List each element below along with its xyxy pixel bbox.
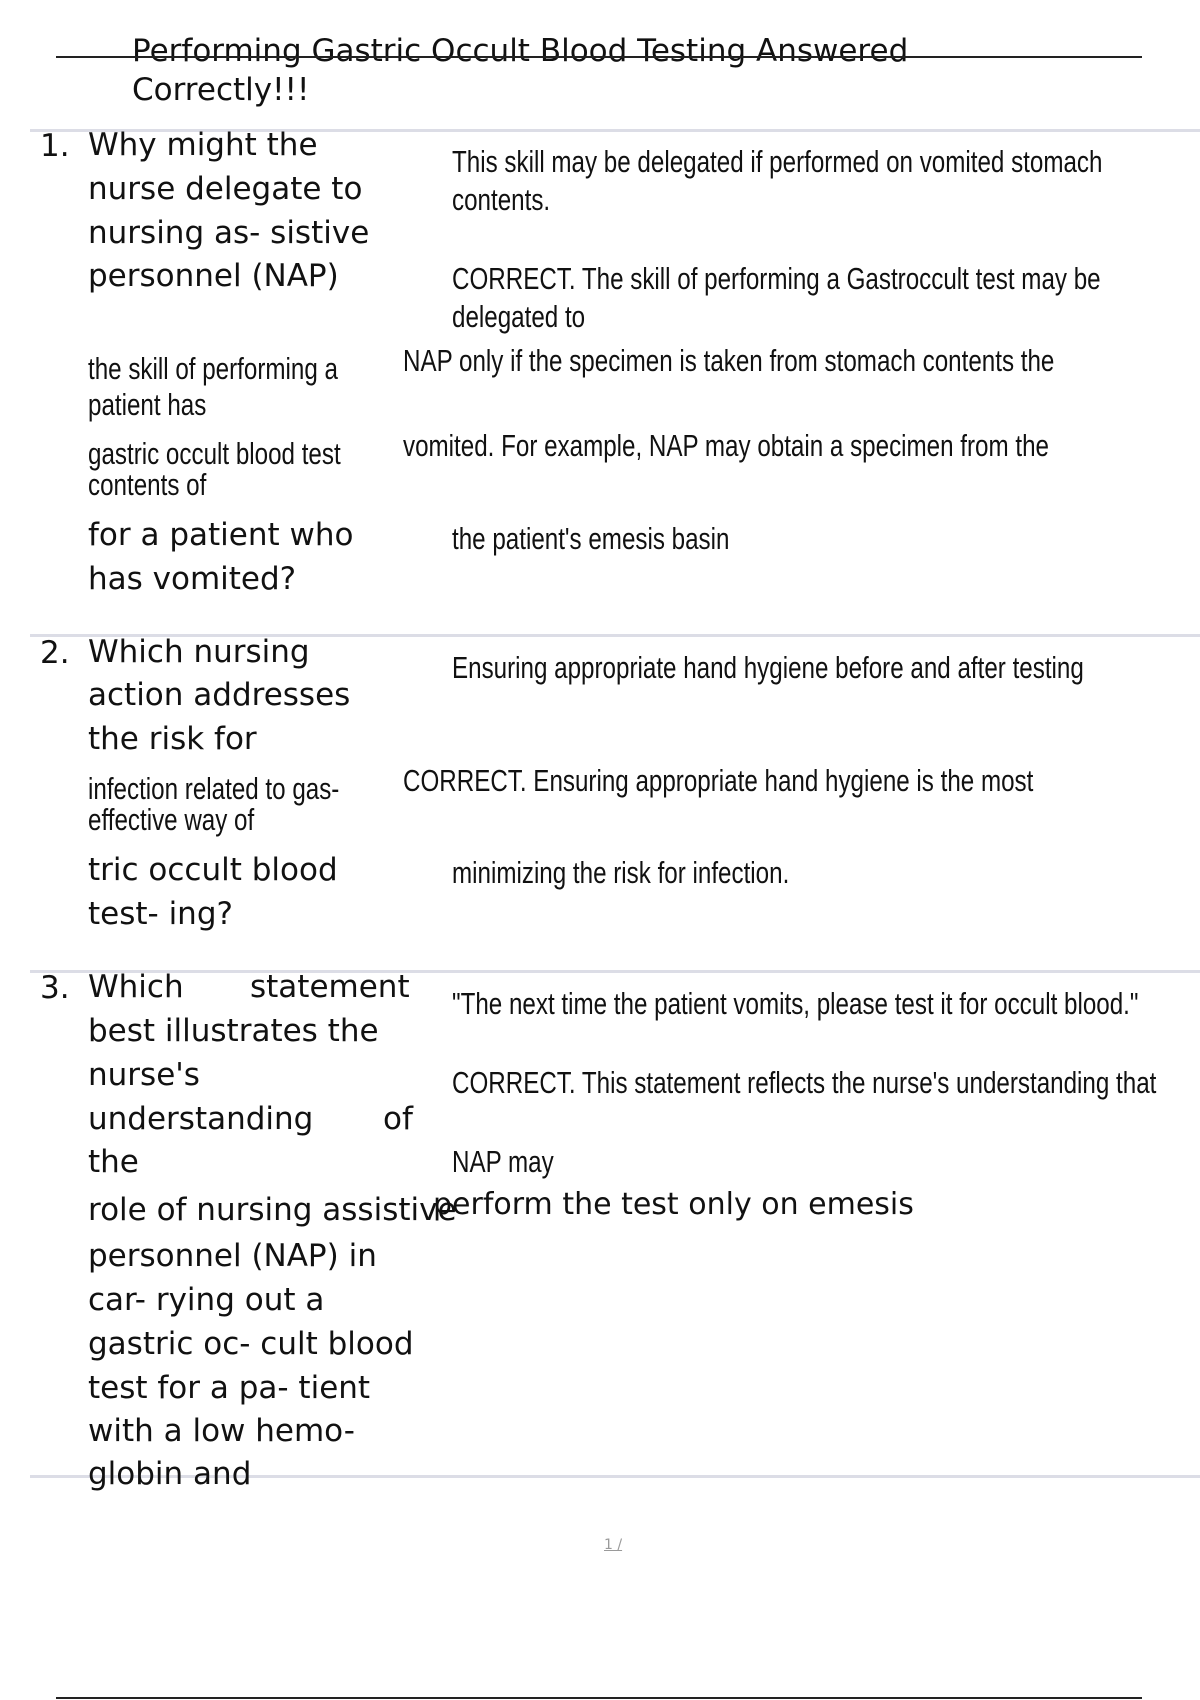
- title-line-2: Correctly!!!: [132, 72, 310, 108]
- question-text-line: action addresses: [88, 677, 351, 713]
- question-text-line: role of nursing assistive: [88, 1192, 457, 1228]
- question-text-line: effective way of: [88, 802, 255, 837]
- answer-text-line: CORRECT. The skill of performing a Gastroccult test may be: [452, 261, 1101, 296]
- document-title: [132, 32, 908, 110]
- question-text-line: the risk for: [88, 721, 257, 757]
- question-text-line: nurse's: [88, 1057, 200, 1093]
- question-text-line: patient has: [88, 387, 207, 422]
- question-text-line: the: [88, 1144, 139, 1180]
- footer-rule: [56, 1697, 1142, 1699]
- answer-text-line: perform the test only on emesis: [433, 1187, 914, 1222]
- question-text-line: personnel (NAP) in: [88, 1238, 377, 1274]
- title-line-1: Performing Gastric Occult Blood Testing Answered: [132, 33, 909, 69]
- answer-text-line: CORRECT. Ensuring appropriate hand hygiene is the most: [403, 763, 1034, 798]
- question-text-line: infection related to gas-: [88, 771, 340, 806]
- answer-text-line: Ensuring appropriate hand hygiene before and after testing: [452, 650, 1084, 685]
- question-text-line: for a patient who: [88, 517, 354, 553]
- question-text-line: test for a pa- tient: [88, 1370, 371, 1406]
- question-text-line: nurse delegate to: [88, 171, 363, 207]
- question-text-line: with a low hemo-: [88, 1413, 355, 1449]
- question-text-line: Why might the: [88, 127, 318, 163]
- row-divider-2: [30, 970, 1200, 973]
- question-text-line: statement: [250, 969, 410, 1005]
- answer-text-line: vomited. For example, NAP may obtain a specimen from the: [403, 428, 1049, 463]
- question-text-line: of: [383, 1101, 413, 1137]
- answer-text-line: NAP may: [452, 1144, 554, 1179]
- question-text-line: Which nursing: [88, 634, 310, 670]
- question-number: 2.: [40, 635, 70, 671]
- question-text-line: car- rying out a: [88, 1282, 325, 1318]
- question-text-line: best illustrates the: [88, 1013, 379, 1049]
- answer-text-line: minimizing the risk for infection.: [452, 855, 790, 890]
- page-number: 1 /: [604, 1537, 623, 1553]
- question-text-line: understanding: [88, 1101, 314, 1137]
- answer-text-line: NAP only if the specimen is taken from stomach contents the: [403, 343, 1055, 378]
- question-text-line: gastric oc- cult blood: [88, 1326, 414, 1362]
- question-text-line: personnel (NAP): [88, 258, 339, 294]
- answer-text-line: delegated to: [452, 299, 586, 334]
- question-text-line: test- ing?: [88, 896, 233, 932]
- title-strike-rule: [56, 56, 1142, 58]
- question-text-line: has vomited?: [88, 561, 297, 597]
- answer-text-line: This skill may be delegated if performed on vomited stomach: [452, 144, 1103, 179]
- question-number: 3.: [40, 970, 70, 1006]
- question-text-line: nursing as- sistive: [88, 215, 370, 251]
- answer-text-line: the patient's emesis basin: [452, 521, 730, 556]
- question-text-line: Which: [88, 969, 184, 1005]
- question-text-line: gastric occult blood test: [88, 436, 341, 471]
- question-text-line: globin and: [88, 1456, 252, 1492]
- answer-text-line: contents.: [452, 182, 551, 217]
- question-text-line: tric occult blood: [88, 852, 338, 888]
- answer-text-line: CORRECT. This statement reflects the nurse's understanding that: [452, 1065, 1157, 1100]
- question-number: 1.: [40, 128, 70, 164]
- question-text-line: contents of: [88, 467, 207, 502]
- question-text-line: the skill of performing a: [88, 351, 338, 386]
- answer-text-line: "The next time the patient vomits, please test it for occult blood.": [452, 986, 1139, 1021]
